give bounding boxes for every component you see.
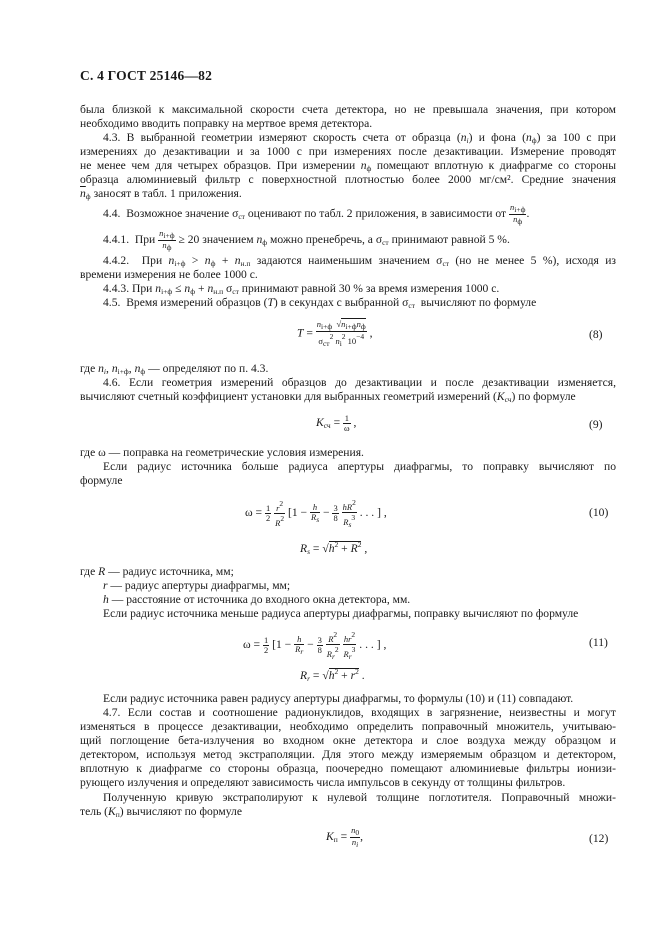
text-line: тель $(K_п)$ вычисляют по формуле (80, 805, 242, 819)
page-header: С. 4 ГОСТ 25146—82 (80, 68, 213, 83)
text-line: времени измерения не более 1000 с. (80, 268, 258, 281)
text-line: щий поглощение бета-излучения во входном окне детектора и слое воздуха между образцом и (80, 734, 616, 747)
text-line: вычисляют счетный коэффициент установки для выбранных геометрий измерений $(K_{сч})$ по формуле (80, 390, 576, 404)
equation-9: $K_{сч}$ = $\frac{1}{\omega}$ , (316, 413, 357, 433)
text-line: детектором, используя метод экстраполяции. Для этого между измеряемым образцом и детектором, (80, 748, 616, 761)
equation-8: T = $\frac{\text{ni+ф √ni+фnф}}{\text{σст2 ni2 10−4}}$ , (297, 319, 373, 348)
text-line: Если радиус источника меньше радиуса апертуры диафрагмы, поправку вычисляют по формуле (103, 607, 579, 620)
text-line: не менее чем для четырех образцов. При измерении $n_ф$ помещают вплотную к диафрагме со стороны (80, 159, 616, 173)
text-line: где R — радиус источника, мм; (80, 565, 234, 578)
equation-number: (8) (589, 328, 603, 341)
text-line: Полученную кривую экстраполируют к нулевой толщине поглотителя. Поправочный множи- (103, 791, 616, 804)
equation-10: ω = $\frac{1}{2}$ $\frac{r2}{R2}$ [1 − $\frac{h}{Rs}$ − $\frac{3}{8}$ $\frac{hR2}{Rs3}$ . . . ] , (245, 498, 387, 529)
equation-number: (11) (589, 636, 608, 649)
equation-number: (12) (589, 832, 609, 845)
equation-10b: $R_s = √h^2 + R^2$ , (300, 540, 368, 556)
text-line: 4.3. В выбранной геометрии измеряют скорость счета от образца $(n_i)$ и фона $(n_ф)$ за 100 с при (103, 131, 616, 145)
text-line: образца алюминиевый фильтр с поверхностной плотностью более 2000 мг/см². Средние значения (80, 173, 616, 186)
text-line: где ω — поправка на геометрические условия измерения. (80, 446, 364, 459)
equation-12: $K_п$ = $\frac{n0}{ni}$ , (326, 825, 363, 849)
text-line: 4.5. Время измерений образцов (T) в секундах с выбранной $\sigma_{ст}$ вычисляют по формуле (103, 296, 537, 310)
text-line: рующего излучения и определяют зависимость числа импульсов в секунду от толщины фильтров. (80, 776, 566, 789)
text-line: формуле (80, 474, 123, 487)
text-line: 4.4.3. При $n_{i+ф} \le n_ф + n_{н.п}$ $\sigma_{ст}$ принимают равной 30 % за время измерения 1000 с. (103, 282, 500, 296)
text-line: 4.7. Если состав и соотношение радионуклидов, входящих в загрязнение, неизвестны и могут (103, 706, 616, 719)
text-line: r — радиус апертуры диафрагмы, мм; (103, 579, 291, 592)
text-line: где $n_i$, $n_{i+ф}$, $n_ф$ — определяют по п. 4.3. (80, 362, 269, 376)
text-line: измерениях до дезактивации и за 1000 с при измерениях после дезактивации. Измерение проводят (80, 145, 616, 158)
text-line: необходимо вводить поправку на мертвое время детектора. (80, 117, 373, 130)
text-line: вплотную к диафрагме со стороны образца, поочередно помещают алюминиевые фильтры ионизи- (80, 762, 616, 775)
text-line: Если радиус источника больше радиуса апертуры диафрагмы, то поправку вычисляют по (103, 460, 616, 473)
equation-number: (9) (589, 418, 603, 431)
text-line: 4.4.1. При $\frac{ni+ф}{nф}$ ≥ 20 значением $n_ф$ можно пренебречь, а $\sigma_{ст}$ принимают равной 5 %. (103, 228, 510, 252)
text-line: Если радиус источника равен радиусу апертуры диафрагмы, то формулы (10) и (11) совпадают. (103, 692, 574, 705)
text-line: была близкой к максимальной скорости счета детектора, но не превышала значения, при котором (80, 103, 616, 116)
equation-11: ω = $\frac{1}{2}$ [1 − $\frac{h}{Rr}$ − $\frac{3}{8}$ $\frac{R2}{Rr2}$ $\frac{hr2}{Rr3}$ . . . ] , (243, 630, 387, 661)
text-line: 4.4.2. При $n_{i+ф} > n_ф + n_{н.п}$ задаются наименьшим значением $\sigma_{ст}$ (но не менее 5 %), исходя из (103, 254, 617, 268)
text-line: 4.4. Возможное значение $\sigma_{ст}$ оценивают по табл. 2 приложения, в зависимости от $\frac{ni+ф}{nф}$ . (103, 202, 530, 226)
text-line: изменяться в процессе дезактивации, необходимо определить поправочный множитель, учитываю- (80, 720, 616, 733)
text-line: h — расстояние от источника до входного окна детектора, мм. (103, 593, 411, 606)
equation-11b: $R_r = √h^2 + r^2$ . (300, 667, 365, 683)
text-line: 4.6. Если геометрия измерений образцов до дезактивации и после дезактивации изменяется, (103, 376, 616, 389)
text-line: $\overline{n}_ф$ заносят в табл. 1 приложения. (80, 187, 242, 201)
equation-number: (10) (589, 506, 609, 519)
